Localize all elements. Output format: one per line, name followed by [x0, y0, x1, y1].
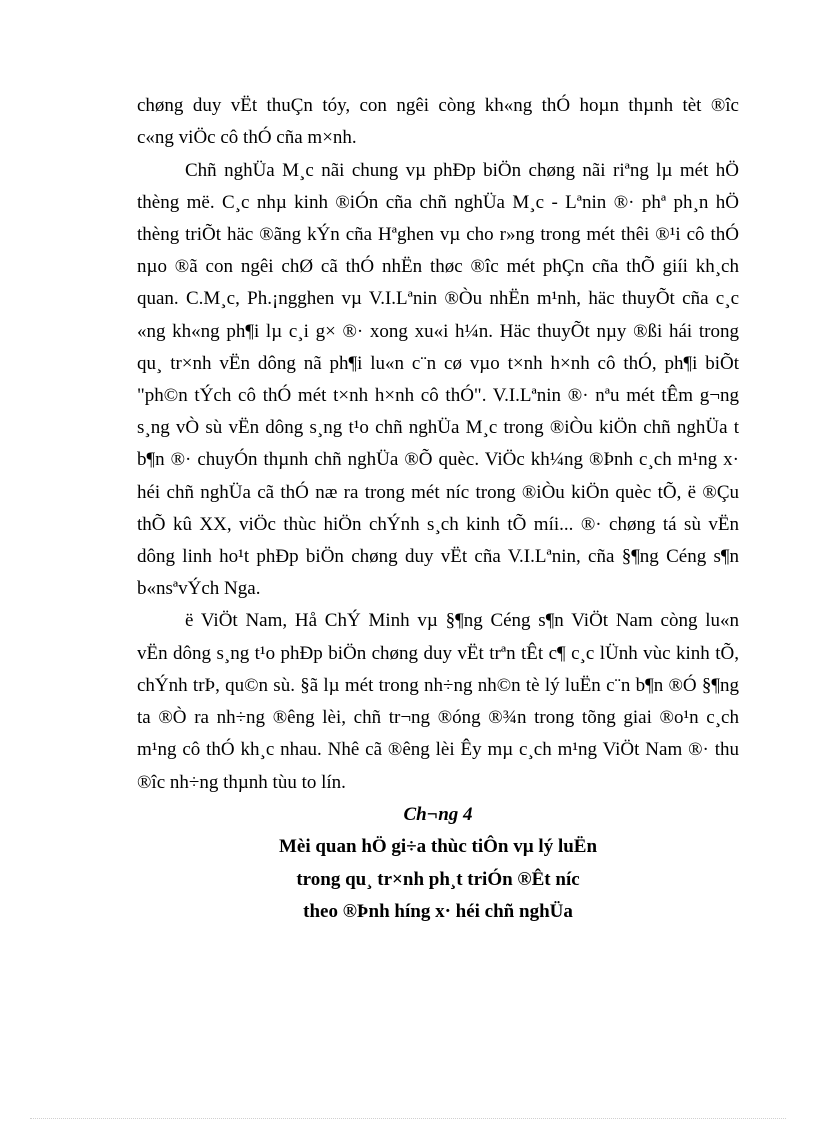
chapter-title-line-1: Mèi quan hÖ gi÷a thùc tiÔn vµ lý luËn [278, 836, 598, 857]
chapter-title-line-2: trong qu¸ tr×nh ph¸t triÓn ®Êt níc [296, 869, 580, 890]
paragraph-3-line-5: m¹ng cô thÓ kh¸c nhau. Nhê cã ®êng lèi Êy mµ c¸ch m¹ng ViÖt Nam ®· thu [137, 739, 739, 760]
paragraph-2-line-11: héi chñ nghÜa cã thÓ næ ra trong mét níc trong ®iÒu kiÖn quèc tÕ, ë ®Çu [137, 482, 739, 503]
paragraph-2-line-13: dông linh ho¹t phÐp biÖn chøng duy vËt cña V.I.Lªnin, cña §¶ng Céng s¶n [137, 546, 739, 567]
paragraph-3-line-2: vËn dông s¸ng t¹o phÐp biÖn chøng duy vËt trªn tÊt c¶ c¸c lÜnh vùc kinh tÕ, [137, 643, 739, 664]
paragraph-2-line-9: s¸ng vÒ sù vËn dông s¸ng t¹o chñ nghÜa M¸c trong ®iÒu kiÖn chñ nghÜa t [137, 417, 739, 438]
paragraph-3-line-1: ë ViÖt Nam, Hå ChÝ Minh vµ §¶ng Céng s¶n ViÖt Nam còng lu«n [185, 610, 739, 631]
paragraph-1-line-1: chøng duy vËt thuÇn tóy, con ngêi còng kh«ng thÓ hoµn thµnh tèt ®îc [137, 95, 739, 116]
paragraph-2-line-4: nµo ®ã con ngêi chØ cã thÓ nhËn thøc ®îc mét phÇn cña thÕ giíi kh¸ch [137, 256, 739, 277]
paragraph-2-line-3: thèng triÕt häc ®ãng kÝn cña Hªghen vµ cho r»ng trong mét thêi ®¹i cô thÓ [137, 224, 739, 245]
paragraph-2-line-2: thèng më. C¸c nhµ kinh ®iÓn cña chñ nghÜa M¸c - Lªnin ®· phª ph¸n hÖ [137, 192, 739, 213]
page-bottom-rule [30, 1118, 786, 1119]
paragraph-3-line-6: ®îc nh÷ng thµnh tùu to lín. [137, 772, 346, 793]
paragraph-2-line-6: «ng kh«ng ph¶i lµ c¸i g× ®· xong xu«i h¼n. Häc thuyÕt nµy ®ßi hái trong [137, 321, 739, 342]
paragraph-2-line-7: qu¸ tr×nh vËn dông nã ph¶i lu«n c¨n cø vµo t×nh h×nh cô thÓ, ph¶i biÕt [137, 353, 739, 374]
paragraph-2-line-12: thÕ kû XX, viÖc thùc hiÖn chÝnh s¸ch kinh tÕ míi... ®· chøng tá sù vËn [137, 514, 739, 535]
paragraph-2-line-14: b«nsªvÝch Nga. [137, 578, 261, 599]
paragraph-3-line-4: ta ®Ò ra nh÷ng ®êng lèi, chñ tr¬ng ®óng ®¾n trong tõng giai ®o¹n c¸ch [137, 707, 739, 728]
paragraph-2-line-1: Chñ nghÜa M¸c nãi chung vµ phÐp biÖn chøng nãi riªng lµ mét hÖ [185, 160, 739, 181]
chapter-label: Ch¬ng 4 [403, 804, 473, 825]
paragraph-2-line-5: quan. C.M¸c, Ph.¡ngghen vµ V.I.Lªnin ®Òu nhËn m¹nh, häc thuyÕt cña c¸c [137, 288, 739, 309]
paragraph-2-line-10: b¶n ®· chuyÓn thµnh chñ nghÜa ®Õ quèc. ViÖc kh¼ng ®Þnh c¸ch m¹ng x· [137, 449, 739, 470]
chapter-title-line-3: theo ®Þnh híng x· héi chñ nghÜa [303, 901, 573, 922]
paragraph-3-line-3: chÝnh trÞ, qu©n sù. §ã lµ mét trong nh÷ng nh©n tè lý luËn c¨n b¶n ®Ó §¶ng [137, 675, 739, 696]
paragraph-1-line-2: c«ng viÖc cô thÓ cña m×nh. [137, 127, 357, 148]
paragraph-2-line-8: "ph©n tÝch cô thÓ mét t×nh h×nh cô thÓ". V.I.Lªnin ®· nªu mét tÊm g¬ng [137, 385, 739, 406]
